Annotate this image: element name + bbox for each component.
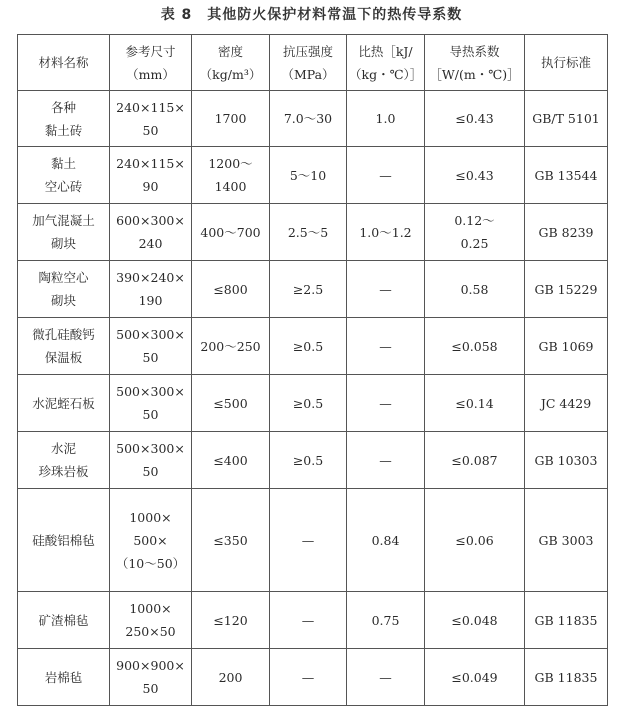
strength-cell [270, 204, 347, 261]
table-row [18, 375, 608, 432]
size-cell [110, 375, 192, 432]
cell-line: 1.0～1.2 [359, 224, 412, 240]
cell-line: 加气混凝土 [32, 213, 95, 228]
header-line: 抗压强度 [282, 43, 333, 59]
cell-line: 0.75 [371, 612, 400, 628]
cell-line: GB 3003 [538, 532, 594, 548]
size-cell [110, 204, 192, 261]
thermal-conductivity-table [17, 34, 608, 706]
header-line: 参考尺寸 [125, 43, 176, 59]
header-line: （kg・℃）］ [349, 66, 423, 82]
cell-line: ≥0.5 [292, 452, 324, 468]
cell-line: 90 [142, 179, 159, 194]
size-cell [110, 147, 192, 204]
cell-line: ≤0.43 [455, 167, 494, 183]
specific-heat-cell [347, 91, 425, 147]
density-cell [192, 204, 270, 261]
standard-cell [525, 91, 608, 147]
material-name-cell [18, 432, 110, 489]
size-cell [110, 432, 192, 489]
cell-line: GB 1069 [538, 338, 594, 354]
header-line: （mm） [126, 66, 175, 82]
header-line: 比热［kJ/ [358, 43, 413, 59]
cell-line: 500×300× [116, 327, 185, 342]
material-name-cell [18, 318, 110, 375]
cell-line: 水泥蛭石板 [32, 395, 95, 411]
cell-line: ≥0.5 [292, 395, 324, 411]
strength-cell [270, 375, 347, 432]
conductivity-cell [425, 489, 525, 592]
conductivity-cell [425, 375, 525, 432]
cell-line: — [379, 669, 392, 685]
cell-line: 0.84 [371, 532, 400, 548]
cell-line: — [301, 532, 315, 548]
material-name-cell [18, 91, 110, 147]
header-line: 导热系数 [449, 43, 500, 59]
density-cell [192, 432, 270, 489]
cell-line: ≤0.43 [455, 111, 494, 126]
table-row [18, 261, 608, 318]
material-name-cell [18, 375, 110, 432]
density-cell [192, 649, 270, 706]
cell-line: — [379, 338, 392, 354]
header-thermal-conductivity [425, 35, 525, 91]
cell-line: 砌块 [50, 293, 76, 308]
header-material-name [18, 35, 110, 91]
standard-cell [525, 592, 608, 649]
standard-cell [525, 649, 608, 706]
cell-line: 水泥 [50, 441, 76, 456]
strength-cell [270, 489, 347, 592]
cell-line: 240 [138, 236, 163, 251]
material-name-cell [18, 592, 110, 649]
cell-line: 7.0～30 [283, 111, 333, 126]
cell-line: ≤500 [213, 395, 248, 411]
strength-cell [270, 261, 347, 318]
strength-cell [270, 318, 347, 375]
density-cell [192, 375, 270, 432]
cell-line: ≤0.049 [451, 669, 498, 685]
standard-cell [525, 204, 608, 261]
cell-line: 保温板 [44, 350, 83, 365]
cell-line: 黏土砖 [44, 122, 83, 138]
cell-line: ≤0.14 [455, 395, 494, 411]
cell-line: 5～10 [289, 167, 327, 183]
cell-line: 600×300× [116, 213, 185, 228]
cell-line: 矿渣棉毡 [38, 612, 89, 628]
strength-cell [270, 91, 347, 147]
cell-line: ≥0.5 [292, 338, 324, 354]
density-cell [192, 261, 270, 318]
cell-line: 50 [142, 122, 159, 138]
cell-line: 50 [142, 350, 159, 365]
table-row [18, 649, 608, 706]
cell-line: — [301, 669, 315, 685]
strength-cell [270, 432, 347, 489]
cell-line: （10～50） [115, 555, 186, 571]
specific-heat-cell [347, 649, 425, 706]
header-line: 密度 [217, 43, 243, 59]
standard-cell [525, 147, 608, 204]
cell-line: — [379, 281, 392, 297]
cell-line: GB 11835 [534, 669, 598, 685]
size-cell [110, 649, 192, 706]
cell-line: — [379, 395, 392, 411]
cell-line: ≤800 [213, 281, 248, 297]
cell-line: — [379, 167, 392, 183]
density-cell [192, 592, 270, 649]
cell-line: GB 10303 [534, 452, 598, 468]
cell-line: ≥2.5 [292, 281, 324, 297]
size-cell [110, 91, 192, 147]
cell-line: 0.58 [460, 281, 489, 297]
cell-line: 各种 [50, 99, 76, 115]
material-name-cell [18, 489, 110, 592]
conductivity-cell [425, 649, 525, 706]
size-cell [110, 318, 192, 375]
material-name-cell [18, 261, 110, 318]
cell-line: — [301, 612, 315, 628]
conductivity-cell [425, 204, 525, 261]
header-row [18, 35, 608, 91]
specific-heat-cell [347, 318, 425, 375]
cell-line: GB 11835 [534, 612, 598, 628]
cell-line: ≤350 [213, 532, 248, 548]
conductivity-cell [425, 432, 525, 489]
conductivity-cell [425, 261, 525, 318]
cell-line: ≤400 [213, 452, 248, 468]
density-cell [192, 147, 270, 204]
cell-line: 1000× [129, 509, 172, 525]
header-line: ［W/(m・℃)］ [429, 66, 520, 82]
header-line: 执行标准 [540, 55, 591, 70]
cell-line: 1700 [214, 111, 247, 126]
cell-line: 0.12～ [454, 213, 495, 228]
specific-heat-cell [347, 147, 425, 204]
cell-line: GB/T 5101 [532, 111, 600, 126]
specific-heat-cell [347, 204, 425, 261]
table-row [18, 489, 608, 592]
material-name-cell [18, 204, 110, 261]
header-reference-size [110, 35, 192, 91]
cell-line: 1200～1400 [208, 156, 253, 194]
strength-cell [270, 147, 347, 204]
table-row [18, 204, 608, 261]
cell-line: 1.0 [375, 111, 396, 126]
cell-line: 50 [142, 407, 159, 422]
header-line: 材料名称 [38, 55, 89, 70]
cell-line: 空心砖 [44, 179, 83, 194]
standard-cell [525, 261, 608, 318]
header-line: （MPa） [281, 66, 335, 82]
cell-line: 500× [133, 532, 168, 548]
specific-heat-cell [347, 489, 425, 592]
conductivity-cell [425, 318, 525, 375]
cell-line: 微孔硅酸钙 [32, 327, 95, 342]
cell-line: ≤0.087 [451, 452, 498, 468]
cell-line: 砌块 [50, 236, 76, 251]
conductivity-cell [425, 592, 525, 649]
cell-line: 50 [142, 464, 159, 479]
cell-line: 240×115× [116, 99, 185, 115]
density-cell [192, 489, 270, 592]
cell-line: ≤0.048 [451, 612, 498, 628]
cell-line: 2.5～5 [287, 224, 329, 240]
specific-heat-cell [347, 261, 425, 318]
cell-line: 硅酸铝棉毡 [32, 532, 95, 548]
table-caption: 表 8 其他防火保护材料常温下的热传导系数 [160, 7, 463, 23]
cell-line: 500×300× [116, 384, 185, 399]
cell-line: 190 [138, 293, 163, 308]
header-density [192, 35, 270, 91]
cell-line: 黏土 [50, 156, 76, 171]
specific-heat-cell [347, 375, 425, 432]
table-row [18, 432, 608, 489]
cell-line: 0.25 [460, 236, 489, 251]
header-specific-heat [347, 35, 425, 91]
cell-line: 500×300× [116, 441, 185, 456]
table-row [18, 592, 608, 649]
cell-line: 250×50 [125, 624, 176, 639]
strength-cell [270, 592, 347, 649]
cell-line: ≤0.06 [455, 532, 494, 548]
cell-line: 900×900× [116, 658, 185, 673]
cell-line: 陶粒空心 [38, 270, 89, 285]
table-row [18, 91, 608, 147]
cell-line: ≤120 [213, 612, 248, 628]
table-row [18, 147, 608, 204]
cell-line: 1000× [129, 601, 172, 616]
standard-cell [525, 375, 608, 432]
size-cell [110, 489, 192, 592]
material-name-cell [18, 649, 110, 706]
cell-line: JC 4429 [540, 395, 592, 411]
cell-line: 240×115× [116, 156, 185, 171]
cell-line: 珍珠岩板 [38, 464, 89, 479]
standard-cell [525, 318, 608, 375]
table-row [18, 318, 608, 375]
cell-line: ≤0.058 [451, 338, 498, 354]
material-name-cell [18, 147, 110, 204]
header-line: （kg/m³） [199, 66, 262, 82]
cell-line: 200～250 [200, 338, 261, 354]
cell-line: 390×240× [116, 270, 185, 285]
strength-cell [270, 649, 347, 706]
standard-cell [525, 489, 608, 592]
header-standard [525, 35, 608, 91]
cell-line: — [379, 452, 392, 468]
density-cell [192, 91, 270, 147]
cell-line: 200 [218, 669, 243, 685]
cell-line: GB 13544 [534, 167, 598, 183]
header-compressive-strength [270, 35, 347, 91]
cell-line: GB 8239 [538, 224, 594, 240]
standard-cell [525, 432, 608, 489]
specific-heat-cell [347, 432, 425, 489]
size-cell [110, 592, 192, 649]
density-cell [192, 318, 270, 375]
cell-line: 50 [142, 681, 159, 696]
conductivity-cell [425, 147, 525, 204]
cell-line: GB 15229 [534, 281, 598, 297]
cell-line: 400～700 [200, 224, 261, 240]
size-cell [110, 261, 192, 318]
specific-heat-cell [347, 592, 425, 649]
conductivity-cell [425, 91, 525, 147]
table-body [18, 91, 608, 706]
cell-line: 岩棉毡 [44, 669, 83, 685]
